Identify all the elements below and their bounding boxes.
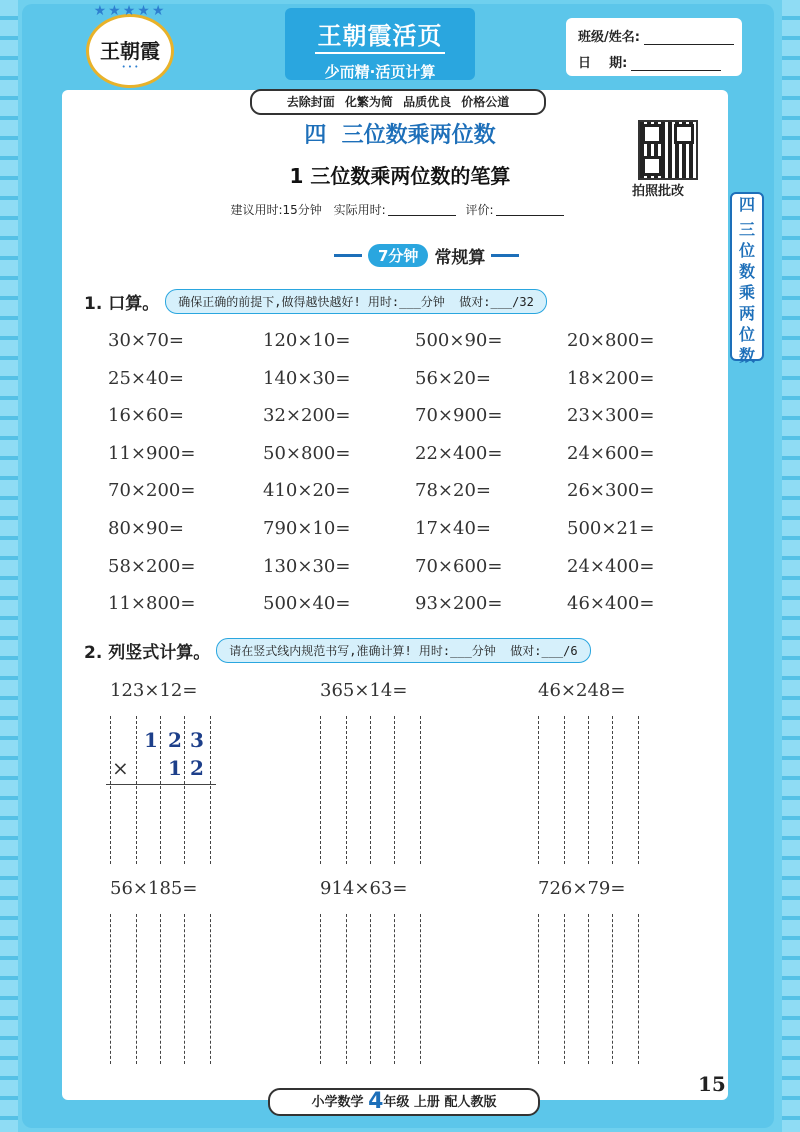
- mental-math-problem: 58×200=: [108, 555, 196, 577]
- mental-math-problem: 26×300=: [567, 480, 655, 502]
- footer-grade: 年级: [383, 1095, 410, 1110]
- mental-math-problem: 140×30=: [263, 367, 351, 389]
- mental-math-problem: 93×200=: [415, 593, 503, 615]
- mental-math-problem: 22×400=: [415, 442, 503, 464]
- mental-math-problem: 32×200=: [263, 405, 351, 427]
- writing-lines[interactable]: [320, 914, 450, 1064]
- side-tab-char: 数: [738, 262, 755, 281]
- student-info-box: [566, 18, 742, 76]
- logo-name: 王朝霞: [100, 39, 160, 63]
- footer-edition: 配人教版: [444, 1095, 497, 1110]
- section-header: [328, 242, 525, 268]
- side-tab-char: 数: [738, 346, 755, 365]
- mental-math-problem: 78×20=: [415, 480, 491, 502]
- chapter-title: 四 三位数乘两位数: [304, 123, 496, 148]
- question-2-tip: 请在竖式线内规范书写,准确计算! 用时:___分钟 做对:___/6: [216, 638, 590, 663]
- mental-math-problem: 25×40=: [108, 367, 184, 389]
- mental-math-problem: 410×20=: [263, 480, 351, 502]
- timing-line: [0, 201, 800, 218]
- class-name-label: 班级/姓名:: [578, 30, 640, 45]
- vertical-calc-problem: 365×14=: [320, 680, 408, 701]
- evaluation-field[interactable]: [496, 203, 564, 216]
- example-top-digit: 2: [168, 728, 182, 752]
- mental-math-problem: 16×60=: [108, 405, 184, 427]
- question-2-header: [84, 638, 591, 663]
- section-name: 常规算: [434, 247, 486, 268]
- question-1-header: [84, 289, 547, 314]
- actual-time-label: 实际用时:: [333, 203, 386, 217]
- mental-math-problem: 24×600=: [567, 442, 655, 464]
- date-field[interactable]: [631, 56, 721, 71]
- mental-math-problem: 17×40=: [415, 518, 491, 539]
- page-number: 15: [698, 1072, 726, 1096]
- series-banner: [285, 8, 475, 80]
- class-name-field[interactable]: [644, 30, 734, 45]
- footer-grade-num: 4: [368, 1089, 384, 1114]
- vertical-calc-problem: 46×248=: [538, 680, 626, 701]
- mental-math-problem: 70×200=: [108, 480, 196, 502]
- logo-tag: • • •: [121, 63, 139, 71]
- evaluation-label: 评价:: [465, 203, 494, 217]
- question-1-tip: 确保正确的前提下,做得越快越好! 用时:___分钟 做对:___/32: [165, 289, 547, 314]
- side-tab-char: 两: [738, 304, 755, 323]
- vertical-calc-problem: 726×79=: [538, 878, 626, 899]
- mental-math-problem: 24×400=: [567, 555, 655, 577]
- example-bottom-digit: 1: [168, 756, 182, 780]
- question-1-label: 1. 口算。: [84, 294, 160, 314]
- example-top-digit: 3: [190, 728, 204, 752]
- mental-math-problem: 30×70=: [108, 330, 184, 351]
- writing-lines[interactable]: [110, 914, 240, 1064]
- vertical-calc-problem: 56×185=: [110, 878, 198, 899]
- example-result-line: [106, 784, 216, 785]
- side-tab-char: 乘: [738, 283, 755, 302]
- mental-math-problem: 46×400=: [567, 593, 655, 615]
- side-tab-char: 三: [738, 220, 755, 239]
- mental-math-problem: 50×800=: [263, 442, 351, 464]
- mental-math-problem: 500×21=: [567, 518, 655, 539]
- stars-icon: ★★★★★: [93, 3, 167, 19]
- qr-code-icon[interactable]: [638, 120, 698, 180]
- writing-lines[interactable]: [320, 716, 450, 864]
- footer-subject: 小学数学: [311, 1095, 364, 1110]
- qr-caption: 拍照批改: [632, 184, 685, 199]
- mental-math-problem: 790×10=: [263, 518, 351, 539]
- mental-math-problem: 500×40=: [263, 593, 351, 615]
- mental-math-problem: 11×900=: [108, 442, 196, 464]
- series-title: 王朝霞活页: [317, 22, 443, 50]
- section-minutes: 7分钟: [368, 244, 428, 267]
- example-top-digit: 1: [144, 728, 158, 752]
- question-2-label: 2. 列竖式计算。: [84, 643, 211, 663]
- mental-math-problem: 56×20=: [415, 367, 491, 389]
- mental-math-problem: 11×800=: [108, 593, 196, 615]
- chapter-side-tab: [730, 192, 764, 365]
- date-label: 日 期:: [578, 56, 628, 71]
- example-bottom-digit: 2: [190, 756, 204, 780]
- slogan: 去除封面 化繁为简 品质优良 价格公道: [250, 89, 546, 115]
- suggested-time: 建议用时:15分钟: [230, 203, 322, 217]
- footer-term: 上册: [413, 1095, 440, 1110]
- writing-lines[interactable]: [538, 914, 668, 1064]
- multiply-sign: ×: [112, 756, 129, 780]
- lesson-title: 1 三位数乘两位数的笔算: [289, 164, 511, 188]
- side-tab-char: 位: [738, 241, 755, 260]
- side-tab-char: 四: [738, 195, 755, 214]
- footer-badge: [268, 1088, 540, 1116]
- mental-math-problem: 120×10=: [263, 330, 351, 351]
- mental-math-problem: 70×900=: [415, 405, 503, 427]
- vertical-calc-problem: 123×12=: [110, 680, 198, 701]
- mental-math-problem: 130×30=: [263, 555, 351, 577]
- actual-time-field[interactable]: [388, 203, 456, 216]
- mental-math-problem: 500×90=: [415, 330, 503, 351]
- mental-math-problem: 80×90=: [108, 518, 184, 539]
- mental-math-problem: 23×300=: [567, 405, 655, 427]
- mental-math-problem: 70×600=: [415, 555, 503, 577]
- vertical-calc-problem: 914×63=: [320, 878, 408, 899]
- side-tab-char: 位: [738, 325, 755, 344]
- brand-logo: [86, 3, 174, 88]
- series-subtitle: 少而精·活页计算: [324, 63, 436, 81]
- writing-lines[interactable]: [538, 716, 668, 864]
- mental-math-problem: 18×200=: [567, 367, 655, 389]
- mental-math-problem: 20×800=: [567, 330, 655, 351]
